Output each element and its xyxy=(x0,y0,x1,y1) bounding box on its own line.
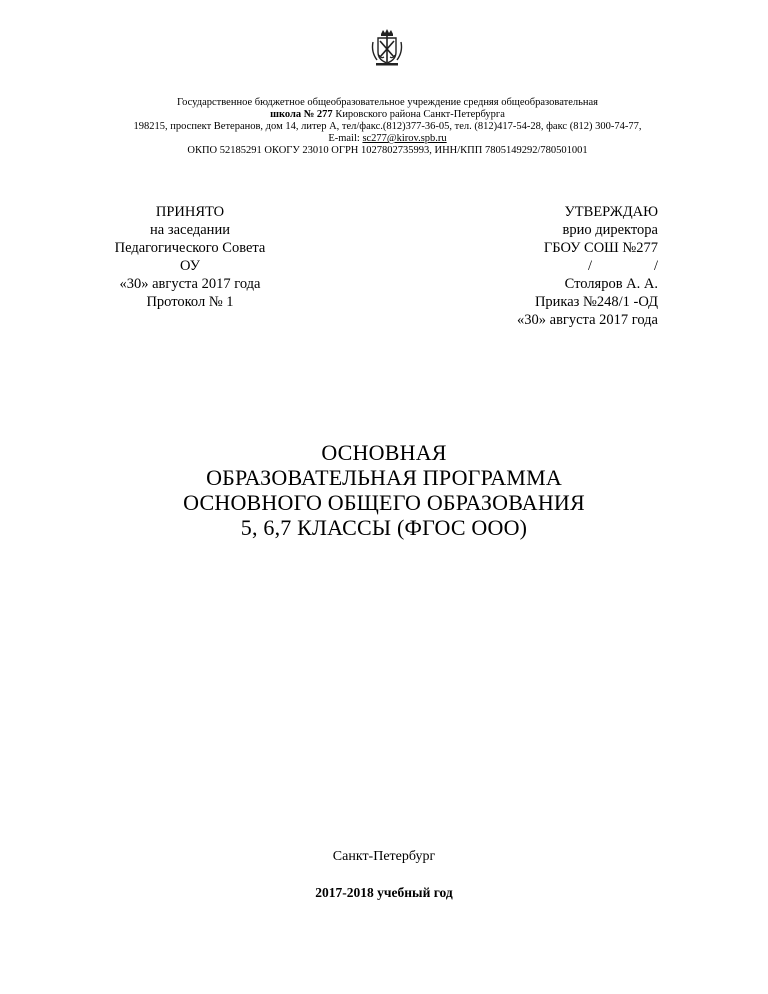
signature-line xyxy=(470,257,658,275)
order-number: Приказ №248/1 -ОД xyxy=(534,294,658,310)
accepted-block xyxy=(100,203,280,311)
academic-year: 2017-2018 учебный год xyxy=(315,885,453,900)
approved-heading: УТВЕРЖДАЮ xyxy=(564,204,658,220)
title-line: 5, 6,7 КЛАССЫ (ФГОС ООО) xyxy=(240,515,528,540)
email-label: E-mail: xyxy=(328,133,363,144)
approved-block xyxy=(470,203,658,329)
signature-slash: / xyxy=(587,258,592,274)
approved-line: ГБОУ СОШ №277 xyxy=(543,240,658,256)
title-line: ОСНОВНОГО ОБЩЕГО ОБРАЗОВАНИЯ xyxy=(183,490,585,515)
approved-line: врио директора xyxy=(562,222,658,238)
accepted-protocol: Протокол № 1 xyxy=(146,294,234,310)
organization-header xyxy=(60,97,715,157)
approved-date: «30» августа 2017 года xyxy=(517,312,658,328)
document-title xyxy=(90,440,678,540)
school-number: школа № 277 xyxy=(270,109,333,120)
director-name: Столяров А. А. xyxy=(564,276,658,292)
city-name: Санкт-Петербург xyxy=(332,849,436,864)
school-district: Кировского района Санкт-Петербурга xyxy=(332,109,505,120)
city-coat-of-arms-icon xyxy=(369,28,405,68)
email-line xyxy=(60,133,715,145)
accepted-date: «30» августа 2017 года xyxy=(119,276,261,292)
accepted-line: на заседании xyxy=(150,222,230,238)
org-name-line: Государственное бюджетное общеобразовательное учреждение средняя общеобразовательная xyxy=(177,97,598,108)
accepted-heading: ПРИНЯТО xyxy=(155,204,225,220)
title-line: ОБРАЗОВАТЕЛЬНАЯ ПРОГРАММА xyxy=(206,465,562,490)
registration-codes-line: ОКПО 52185291 ОКОГУ 23010 ОГРН 1027802735993, ИНН/КПП 7805149292/780501001 xyxy=(187,145,588,156)
email-link[interactable]: sc277@kirov.spb.ru xyxy=(362,133,447,144)
school-name-line xyxy=(60,109,715,121)
signature-slash: / xyxy=(653,258,658,274)
accepted-line: ОУ xyxy=(180,258,200,274)
accepted-line: Педагогического Совета xyxy=(114,240,266,256)
address-line: 198215, проспект Ветеранов, дом 14, литер А, тел/факс.(812)377-36-05, тел. (812)417-54-28, факс (812) 300-74-77, xyxy=(133,121,642,132)
title-line: ОСНОВНАЯ xyxy=(321,440,447,465)
